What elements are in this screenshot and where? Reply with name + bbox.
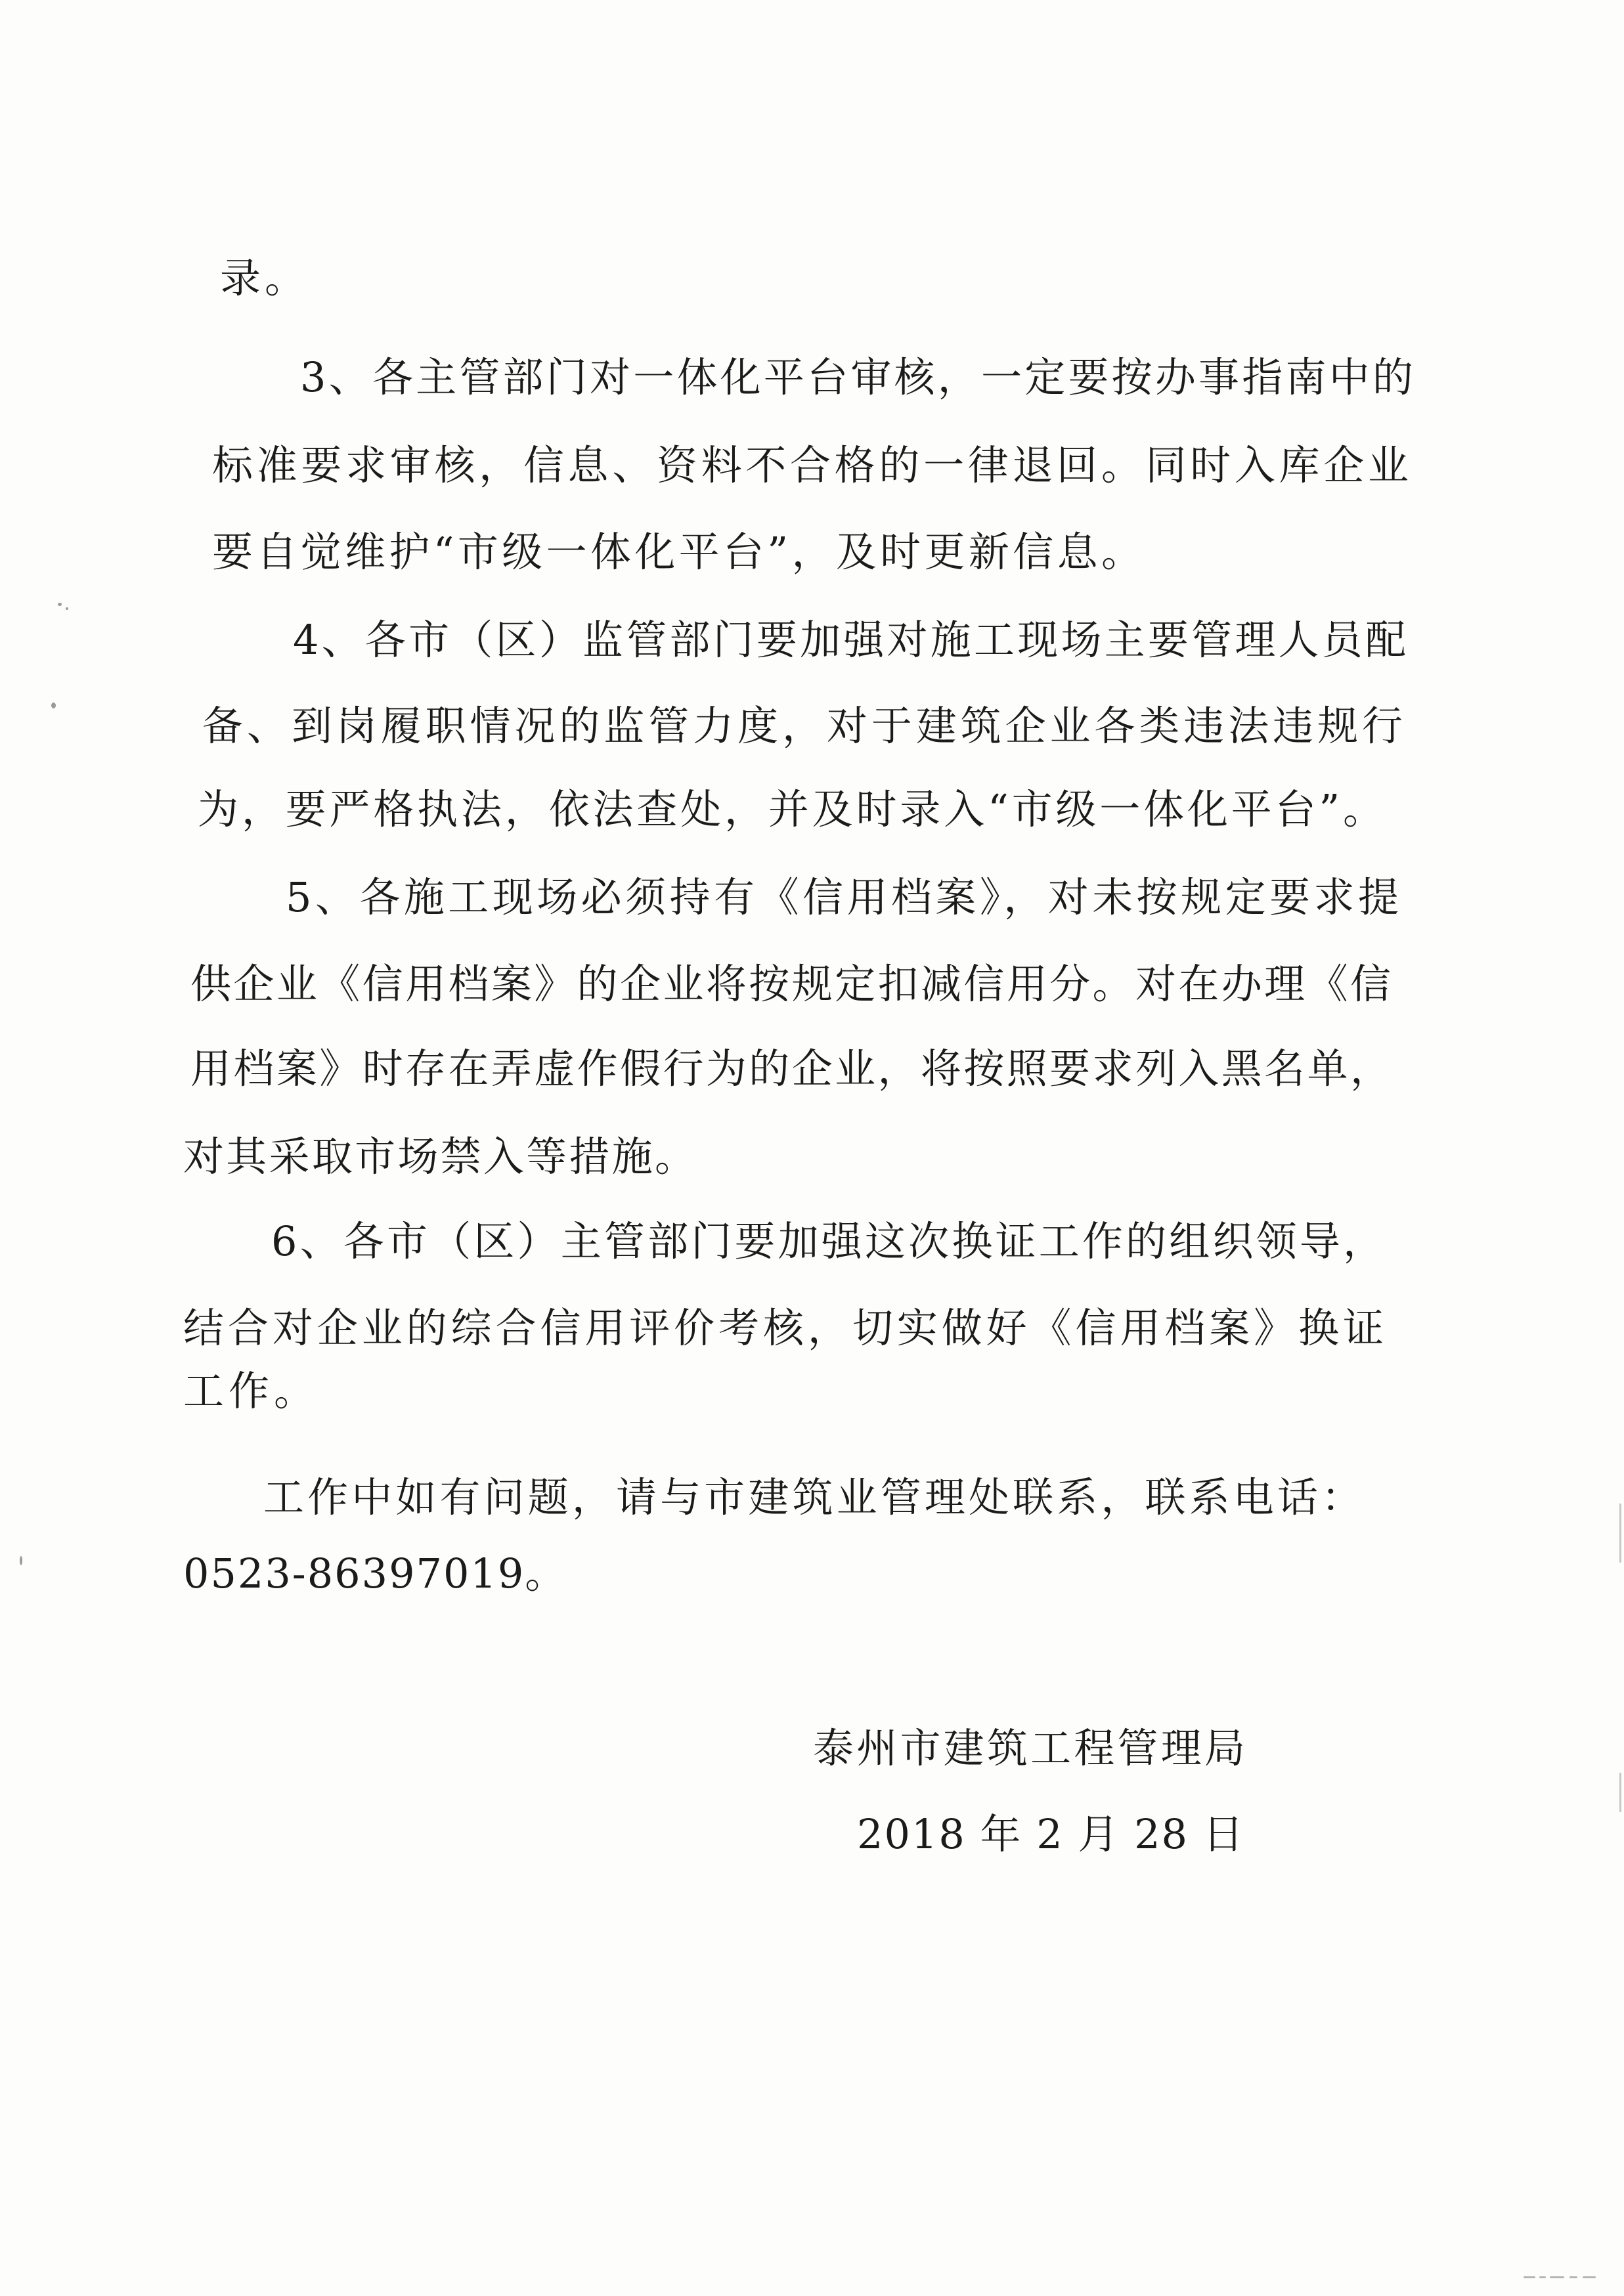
text-line: 录。 xyxy=(220,254,305,302)
text-line: 6、各市（区）主管部门要加强这次换证工作的组织领导， xyxy=(271,1217,1384,1265)
text-line: 工作。 xyxy=(183,1367,315,1415)
text-line: 要自觉维护“市级一体化平台”，及时更新信息。 xyxy=(212,528,1142,576)
issuer-name: 泰州市建筑工程管理局 xyxy=(813,1724,1245,1772)
scan-speck xyxy=(58,603,62,606)
issue-date: 2018 年 2 月 28 日 xyxy=(857,1810,1245,1858)
scan-mark xyxy=(1524,2273,1602,2282)
scan-speck xyxy=(20,1556,22,1565)
text-line: 工作中如有问题，请与市建筑业管理处联系，联系电话： xyxy=(263,1473,1362,1521)
scan-edge-line xyxy=(1619,1504,1621,1563)
scan-speck xyxy=(51,703,56,708)
text-line: 用档案》时存在弄虚作假行为的企业，将按照要求列入黑名单， xyxy=(190,1045,1391,1093)
text-line: 结合对企业的综合信用评价考核，切实做好《信用档案》换证 xyxy=(183,1304,1384,1352)
contact-phone: 0523-86397019。 xyxy=(183,1549,567,1597)
scan-edge-line xyxy=(1619,1773,1621,1812)
text-line: 为，要严格执法，依法查处，并及时录入“市级一体化平台”。 xyxy=(198,785,1384,833)
text-line: 3、各主管部门对一体化平台审核，一定要按办事指南中的 xyxy=(300,353,1413,401)
text-line: 5、各施工现场必须持有《信用档案》，对未按规定要求提 xyxy=(286,873,1399,921)
text-line: 对其采取市场禁入等措施。 xyxy=(183,1133,695,1180)
text-line: 供企业《信用档案》的企业将按规定扣减信用分。对在办理《信 xyxy=(190,960,1391,1008)
text-line: 备、到岗履职情况的监管力度，对于建筑企业各类违法违规行 xyxy=(202,702,1403,750)
text-line: 4、各市（区）监管部门要加强对施工现场主要管理人员配 xyxy=(293,616,1406,664)
text-line: 标准要求审核，信息、资料不合格的一律退回。同时入库企业 xyxy=(212,441,1409,489)
scan-speck xyxy=(66,607,68,610)
